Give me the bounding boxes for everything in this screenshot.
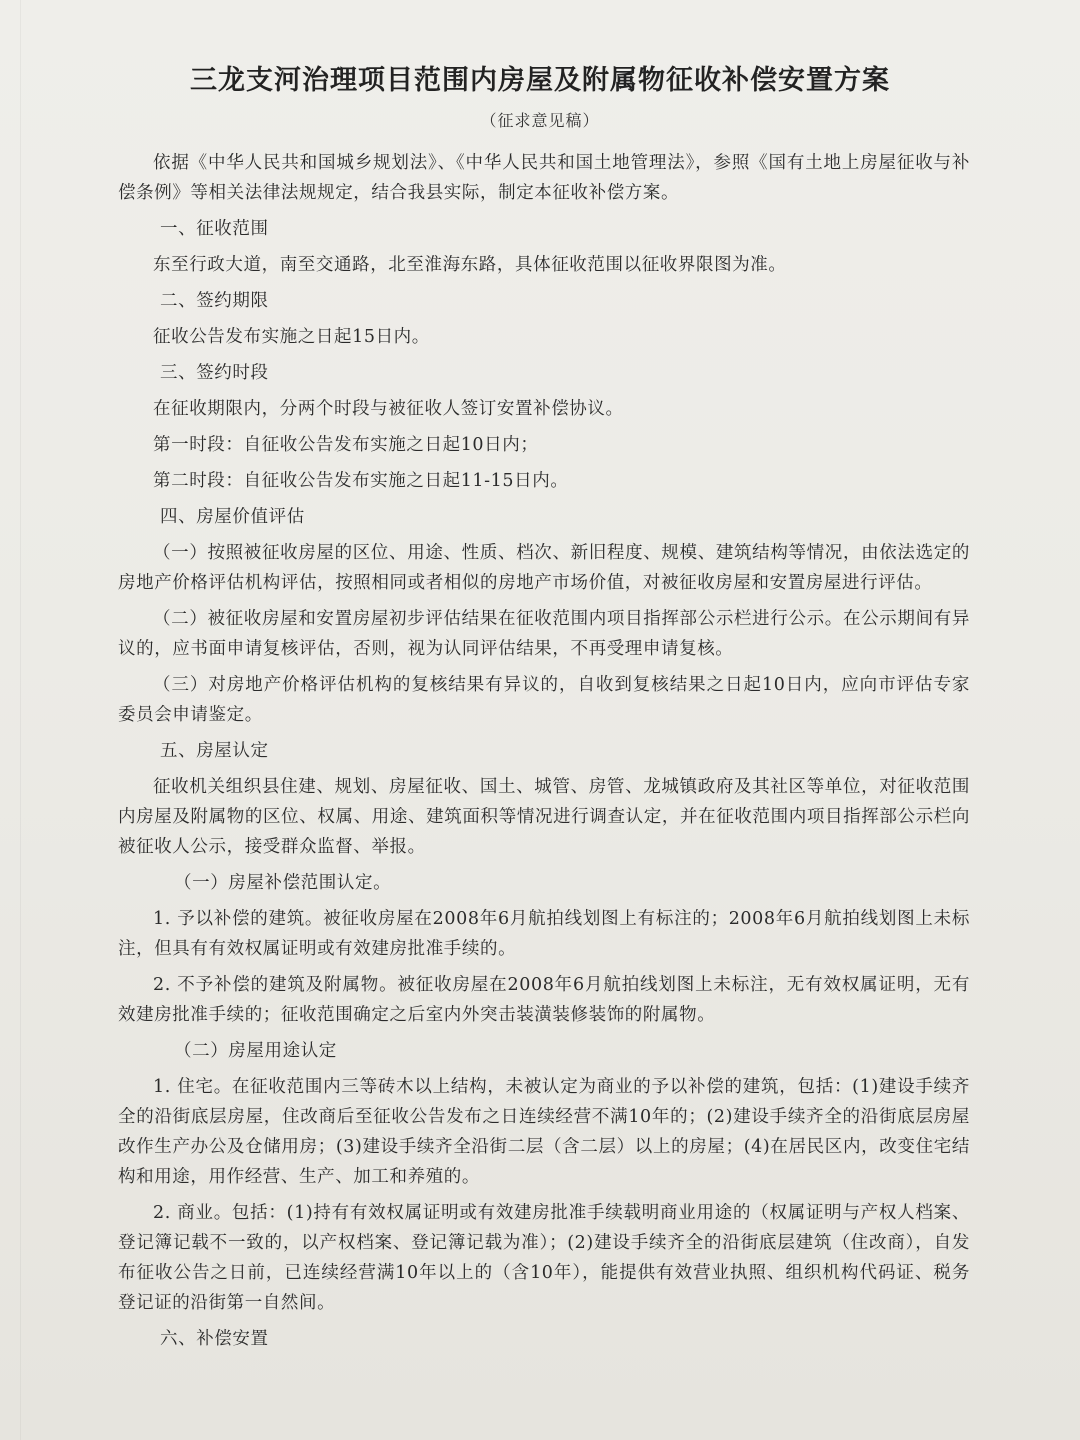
paragraph: 在征收期限内，分两个时段与被征收人签订安置补偿协议。 — [153, 399, 624, 419]
paragraph: 2. 商业。包括：(1)持有有效权属证明或有效建房批准手续载明商业用途的（权属证明与产权人档案、登记簿记载不一致的，以产权档案、登记簿记载为准）；(2)建设手续齐全的沿街底层建筑（住改商），自发布征收公告之日前，已连续经营满10年以上的（含10年），能提供有效营业执照、组织机构代码证、税务登记证的沿街第一自然间。 — [118, 1203, 970, 1313]
paragraph: 征收机关组织县住建、规划、房屋征收、国土、城管、房管、龙城镇政府及其社区等单位，对征收范围内房屋及附属物的区位、权属、用途、建筑面积等情况进行调查认定，并在征收范围内项目指挥部公示栏向被征收人公示，接受群众监督、举报。 — [118, 777, 970, 857]
section-heading: 一、征收范围 — [160, 219, 269, 239]
paragraph: 2. 不予补偿的建筑及附属物。被征收房屋在2008年6月航拍线划图上未标注，无有效权属证明，无有效建房批准手续的；征收范围确定之后室内外突击装潢装修装饰的附属物。 — [118, 975, 970, 1025]
paragraph: 第二时段：自征收公告发布实施之日起11-15日内。 — [153, 471, 569, 491]
section-heading: 五、房屋认定 — [160, 741, 269, 761]
section-heading: 三、签约时段 — [160, 363, 269, 383]
paragraph: 第一时段：自征收公告发布实施之日起10日内； — [153, 435, 539, 455]
section-heading: 四、房屋价值评估 — [160, 507, 305, 527]
document-title: 三龙支河治理项目范围内房屋及附属物征收补偿安置方案 — [190, 65, 890, 96]
paragraph: （二）被征收房屋和安置房屋初步评估结果在征收范围内项目指挥部公示栏进行公示。在公示期间有异议的，应书面申请复核评估，否则，视为认同评估结果，不再受理申请复核。 — [118, 609, 970, 659]
subsection-heading: （二）房屋用途认定 — [174, 1041, 337, 1061]
document-subtitle: （征求意见稿） — [480, 111, 600, 130]
intro-paragraph: 依据《中华人民共和国城乡规划法》、《中华人民共和国土地管理法》，参照《国有土地上房屋征收与补偿条例》等相关法律法规规定，结合我县实际，制定本征收补偿方案。 — [118, 153, 970, 203]
section-heading: 六、补偿安置 — [160, 1329, 269, 1349]
section-heading: 二、签约期限 — [160, 291, 269, 311]
paragraph: 1. 予以补偿的建筑。被征收房屋在2008年6月航拍线划图上有标注的；2008年6月航拍线划图上未标注，但具有有效权属证明或有效建房批准手续的。 — [118, 909, 970, 959]
page-edge-shadow — [20, 0, 21, 1440]
document-body — [118, 148, 970, 1360]
paragraph: 1. 住宅。在征收范围内三等砖木以上结构，未被认定为商业的予以补偿的建筑，包括：(1)建设手续齐全的沿街底层房屋，住改商后至征收公告发布之日连续经营不满10年的；(2)建设手续齐全的沿街底层房屋改作生产办公及仓储用房；(3)建设手续齐全沿街二层（含二层）以上的房屋；(4)在居民区内，改变住宅结构和用途，用作经营、生产、加工和养殖的。 — [118, 1077, 970, 1187]
paragraph: （一）按照被征收房屋的区位、用途、性质、档次、新旧程度、规模、建筑结构等情况，由依法选定的房地产价格评估机构评估，按照相同或者相似的房地产市场价值，对被征收房屋和安置房屋进行评估。 — [118, 543, 970, 593]
subsection-heading: （一）房屋补偿范围认定。 — [174, 873, 392, 893]
paragraph: 东至行政大道，南至交通路，北至淮海东路，具体征收范围以征收界限图为准。 — [153, 255, 787, 275]
paragraph: （三）对房地产价格评估机构的复核结果有异议的，自收到复核结果之日起10日内，应向市评估专家委员会申请鉴定。 — [118, 675, 970, 725]
paragraph: 征收公告发布实施之日起15日内。 — [153, 327, 430, 347]
